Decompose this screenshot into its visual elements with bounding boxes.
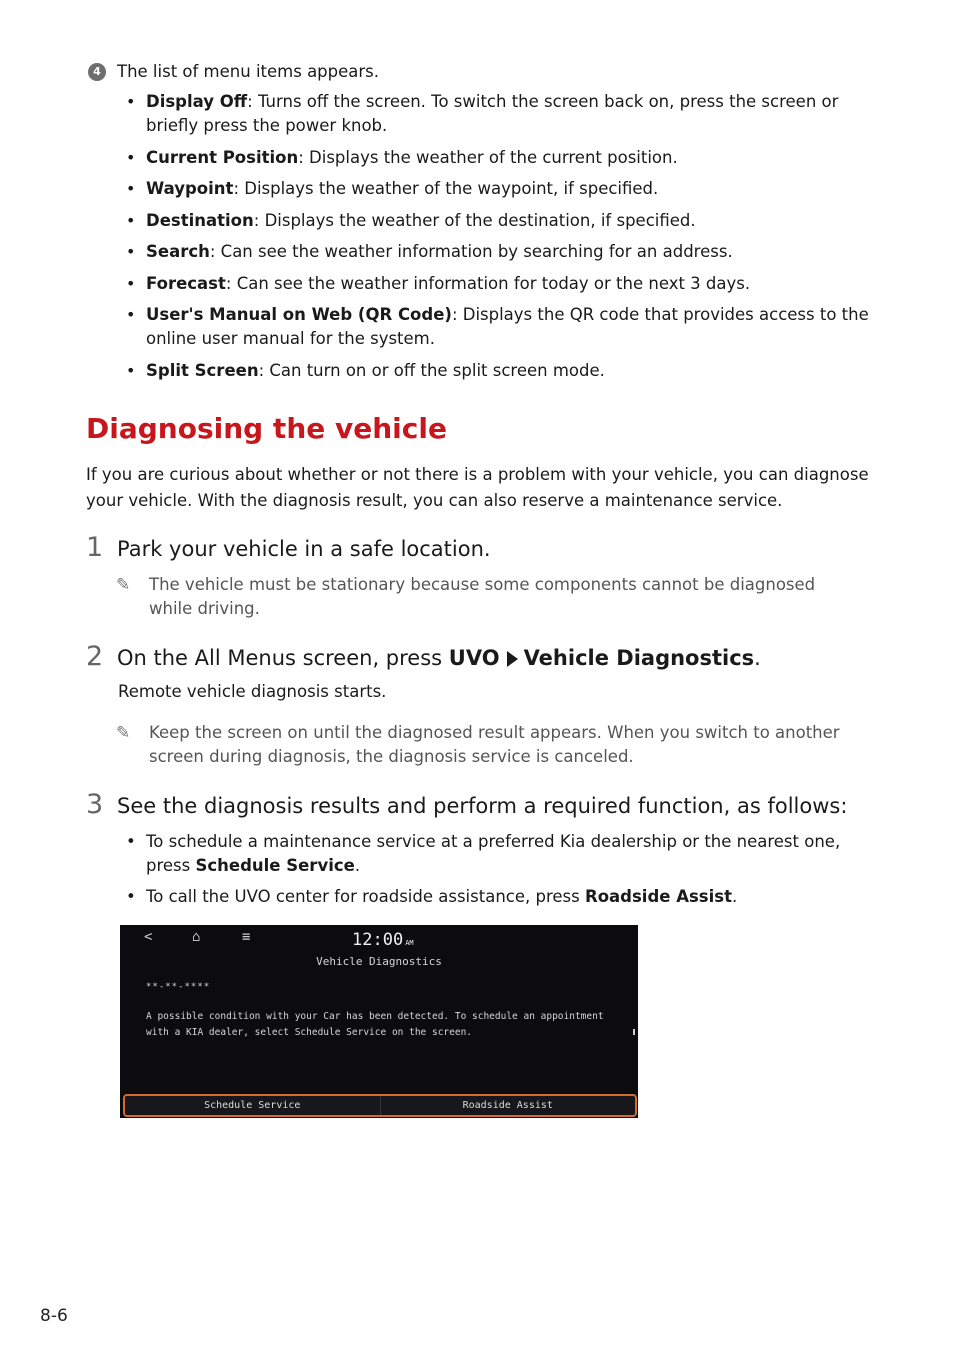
vehicle-diagnostics-screenshot xyxy=(120,925,638,1118)
roadside-assist-button[interactable]: Roadside Assist xyxy=(380,1096,636,1115)
home-icon[interactable]: ⌂ xyxy=(192,929,201,945)
diagnostic-message: A possible condition with your Car has been detected. To schedule an appointment with a KIA dealer, select Schedule Service on the screen. xyxy=(146,1011,604,1038)
clock xyxy=(352,930,414,950)
callout-text: The list of menu items appears. xyxy=(117,62,380,81)
step-2 xyxy=(86,641,761,672)
item-term: Destination xyxy=(146,210,254,230)
item-desc: : Turns off the screen. To switch the screen back on, press the screen or briefly press the power knob. xyxy=(146,92,839,135)
list-item xyxy=(120,359,880,383)
note-text: The vehicle must be stationary because some components cannot be diagnosed while driving. xyxy=(149,575,816,618)
option-suffix: . xyxy=(354,856,361,875)
list-item xyxy=(120,177,880,201)
step-text: Park your vehicle in a safe location. xyxy=(117,537,491,561)
scrollbar[interactable] xyxy=(633,1029,635,1035)
item-desc: : Can see the weather information by searching for an address. xyxy=(209,242,733,261)
list-item xyxy=(120,885,880,909)
item-desc: : Displays the weather of the destination, if specified. xyxy=(253,210,696,230)
list-item xyxy=(120,303,880,351)
item-term: Search xyxy=(146,242,210,261)
callout-4 xyxy=(88,62,379,81)
item-desc: : Can turn on or off the split screen mode. xyxy=(258,360,605,380)
option-bold: Schedule Service xyxy=(195,856,355,875)
menu-path-vehicle-diagnostics: Vehicle Diagnostics xyxy=(523,646,755,670)
option-bold: Roadside Assist xyxy=(584,887,732,906)
step-2-result: Remote vehicle diagnosis starts. xyxy=(118,682,387,701)
item-term: Split Screen xyxy=(146,360,259,380)
item-desc: : Displays the weather of the waypoint, if specified. xyxy=(233,179,659,198)
item-term: Waypoint xyxy=(146,179,234,198)
step-1 xyxy=(86,532,491,563)
option-suffix: . xyxy=(731,887,738,906)
pencil-icon: ✎ xyxy=(116,723,131,743)
note-text: Keep the screen on until the diagnosed result appears. When you switch to another screen during diagnosis, the diagnosis service is canceled. xyxy=(149,723,840,766)
item-desc: : Can see the weather information for today or the next 3 days. xyxy=(225,273,751,293)
item-term: User's Manual on Web (QR Code) xyxy=(146,305,452,324)
triangle-right-icon xyxy=(507,651,518,667)
list-item xyxy=(120,272,880,296)
item-term: Forecast xyxy=(146,273,226,293)
list-item xyxy=(120,240,880,264)
schedule-service-button[interactable]: Schedule Service xyxy=(204,1100,301,1111)
step-suffix: . xyxy=(754,646,761,670)
item-term: Display Off xyxy=(146,92,248,111)
list-item xyxy=(120,209,880,233)
option-text: To schedule a maintenance service at a preferred Kia dealership or the nearest one, press xyxy=(146,832,841,875)
pencil-icon: ✎ xyxy=(116,575,131,595)
screen-title: Vehicle Diagnostics xyxy=(316,955,442,968)
page-number: 8-6 xyxy=(40,1306,68,1326)
note-1 xyxy=(116,573,856,621)
menu-items-list xyxy=(120,90,880,390)
clock-time: 12:00 xyxy=(352,930,404,950)
back-icon[interactable]: < xyxy=(144,929,153,945)
diagnostic-code: **-**-**** xyxy=(146,982,211,992)
step-3 xyxy=(86,789,847,820)
screen-button-bar xyxy=(123,1094,637,1117)
option-text: To call the UVO center for roadside assistance, press xyxy=(146,887,585,906)
list-item xyxy=(120,90,880,138)
step-3-options xyxy=(120,830,880,916)
step-text: See the diagnosis results and perform a required function, as follows: xyxy=(117,794,848,818)
section-intro: If you are curious about whether or not there is a problem with your vehicle, you can diagnose your vehicle. With the diagnosis result, you can also reserve a maintenance service. xyxy=(86,465,869,510)
item-desc: : Displays the weather of the current position. xyxy=(298,147,678,167)
list-item xyxy=(120,146,880,170)
clock-ampm: AM xyxy=(405,939,414,947)
step-number: 3 xyxy=(86,789,104,820)
menu-path-uvo: UVO xyxy=(448,646,500,670)
list-item xyxy=(120,830,880,878)
step-number: 2 xyxy=(86,641,104,672)
menu-icon[interactable]: ≡ xyxy=(242,929,251,945)
callout-number-icon: 4 xyxy=(88,63,106,81)
note-2 xyxy=(116,721,856,769)
item-desc: : Displays the QR code that provides access to the online user manual for the system. xyxy=(146,305,869,348)
step-number: 1 xyxy=(86,532,104,563)
step-text: On the All Menus screen, press xyxy=(117,646,449,670)
item-term: Current Position xyxy=(146,147,299,167)
section-title: Diagnosing the vehicle xyxy=(86,412,447,445)
